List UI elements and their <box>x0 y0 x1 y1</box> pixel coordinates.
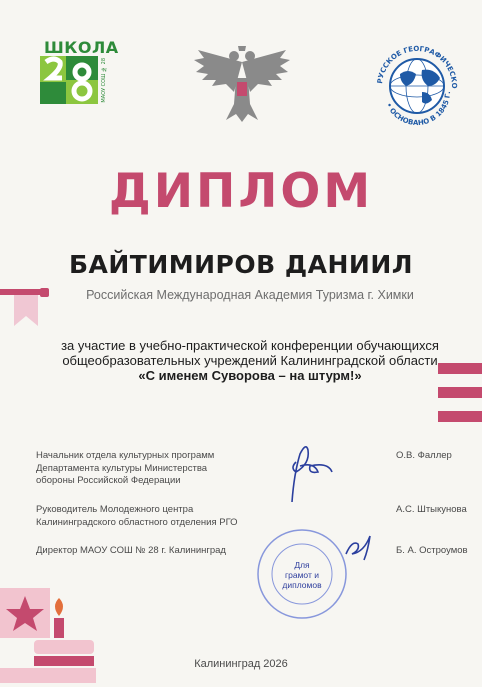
rgo-logo <box>372 40 462 132</box>
signature-name-1: О.В. Фаллер <box>396 450 452 461</box>
decorative-stripes <box>438 355 482 435</box>
organization-line: Российская Международная Академия Туризма г. Химки <box>86 288 414 302</box>
school-word: ШКОЛА <box>44 38 119 57</box>
footer-location-year: Калининград 2026 <box>194 658 288 670</box>
rgo-arc-top: РУССКОЕ ГЕОГРАФИЧЕСКО <box>376 44 459 89</box>
eagle-emblem-icon <box>190 42 294 126</box>
official-stamp <box>254 526 350 622</box>
signature-role-3: Директор МАОУ СОШ № 28 г. Калининград <box>36 545 226 556</box>
signature-role-2: Руководитель Молодежного центра Калининградского областного отделения РГО <box>36 504 238 528</box>
description-block <box>30 338 470 383</box>
rgo-arc-bottom: • ОСНОВАНО В 1845 Г. <box>384 91 453 128</box>
conference-name: «С именем Суворова – на штурм!» <box>138 368 362 383</box>
handwritten-signature-1 <box>280 432 340 512</box>
description-line-1: за участие в учебно-практической конференции обучающихся <box>61 338 439 353</box>
stamp-line-2: грамот и <box>285 570 319 580</box>
description-line-2: общеобразовательных учреждений Калининградской области <box>62 353 438 368</box>
stamp-line-1: Для <box>294 560 310 570</box>
signature-name-3: Б. А. Остроумов <box>396 545 468 556</box>
signature-role-1: Начальник отдела культурных программ Департамента культуры Министерства обороны Российской Федерации <box>36 450 215 486</box>
stamp-line-3: дипломов <box>282 580 322 590</box>
school-side-label: МАОУ СОШ № 28 <box>101 58 107 103</box>
signature-name-2: А.С. Штыкунова <box>396 504 467 515</box>
recipient-name: БАЙТИМИРОВ ДАНИИЛ <box>68 250 414 279</box>
diploma-title: ДИПЛОМ <box>108 164 374 219</box>
